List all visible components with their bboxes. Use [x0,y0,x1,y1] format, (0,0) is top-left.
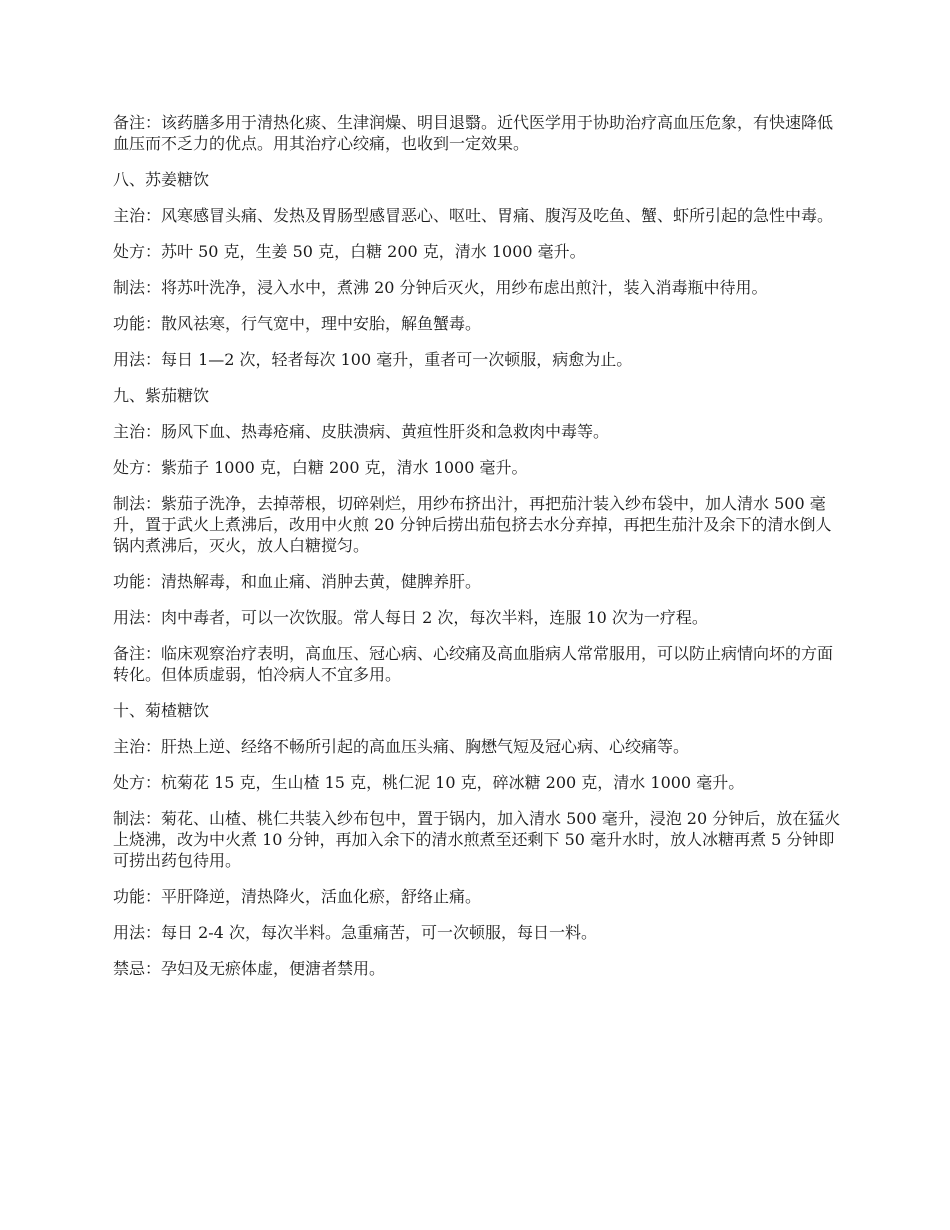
function-paragraph: 功能：平肝降逆，清热降火，活血化瘀，舒络止痛。 [113,887,482,906]
function-paragraph: 功能：散风祛寒，行气宽中，理中安胎，解鱼蟹毒。 [113,314,482,333]
usage-paragraph: 用法：肉中毒者，可以一次饮服。常人每日 2 次，每次半料，连服 10 次为一疗程。 [113,608,708,627]
note-paragraph: 备注：该药膳多用于清热化痰、生津润燥、明目退翳。近代医学用于协助治疗高血压危象，有快速降低血压而不乏力的优点。用其治疗心绞痛，也收到一定效果。 [113,113,834,153]
contraindications-paragraph: 禁忌：孕妇及无瘀体虚，便溏者禁用。 [113,959,386,978]
indications-paragraph: 主治：肝热上逆、经络不畅所引起的高血压头痛、胸懋气短及冠心病、心绞痛等。 [113,737,690,756]
note-paragraph: 备注：临床观察治疗表明，高血压、冠心病、心绞痛及高血脂病人常常服用，可以防止病情向坏的方面转化。但体质虚弱，怕冷病人不宜多用。 [113,644,834,684]
prescription-paragraph: 处方：杭菊花 15 克，生山楂 15 克，桃仁泥 10 克，碎冰糖 200 克，清水 1000 毫升。 [113,773,745,792]
preparation-paragraph: 制法：紫茄子洗净，去掉蒂根，切碎剁烂，用纱布挤出汁，再把茄汁装入纱布袋中，加人清水 500 毫升，置于武火上煮沸后，改用中火煎 20 分钟后捞出茄包挤去水分弃掉，再把生茄汁及余下的清水倒人锅内煮沸后，灭火，放人白糖搅匀。 [113,494,832,555]
preparation-paragraph: 制法：菊花、山楂、桃仁共装入纱布包中，置于锅内，加入清水 500 毫升，浸泡 20 分钟后，放在猛火上烧沸，改为中火煮 10 分钟，再加入余下的清水煎煮至还剩下 50 毫升水时，放人冰糖再煮 5 分钟即可捞出药包待用。 [113,809,841,870]
usage-paragraph: 用法：每日 2-4 次，每次半料。急重痛苦，可一次顿服，每日一料。 [113,923,597,942]
usage-paragraph: 用法：每日 1—2 次，轻者每次 100 毫升，重者可一次顿服，病愈为止。 [113,350,633,369]
preparation-paragraph: 制法：将苏叶洗净，浸入水中，煮沸 20 分钟后灭火，用纱布虑出煎汁，装入消毒瓶中待用。 [113,278,768,297]
prescription-paragraph: 处方：紫茄子 1000 克，白糖 200 克，清水 1000 毫升。 [113,458,528,477]
section-heading-10: 十、菊楂糖饮 [113,701,210,720]
prescription-paragraph: 处方：苏叶 50 克，生姜 50 克，白糖 200 克，清水 1000 毫升。 [113,242,586,261]
section-heading-8: 八、苏姜糖饮 [113,170,210,189]
function-paragraph: 功能：清热解毒，和血止痛、消肿去黄，健脾养肝。 [113,572,482,591]
indications-paragraph: 主治：肠风下血、热毒疮痛、皮肤溃病、黄疸性肝炎和急救肉中毒等。 [113,422,610,441]
section-heading-9: 九、紫茄糖饮 [113,386,210,405]
document-page [113,112,843,994]
indications-paragraph: 主治：风寒感冒头痛、发热及胃肠型感冒恶心、呕吐、胃痛、腹泻及吃鱼、蟹、虾所引起的急性中毒。 [113,206,834,225]
